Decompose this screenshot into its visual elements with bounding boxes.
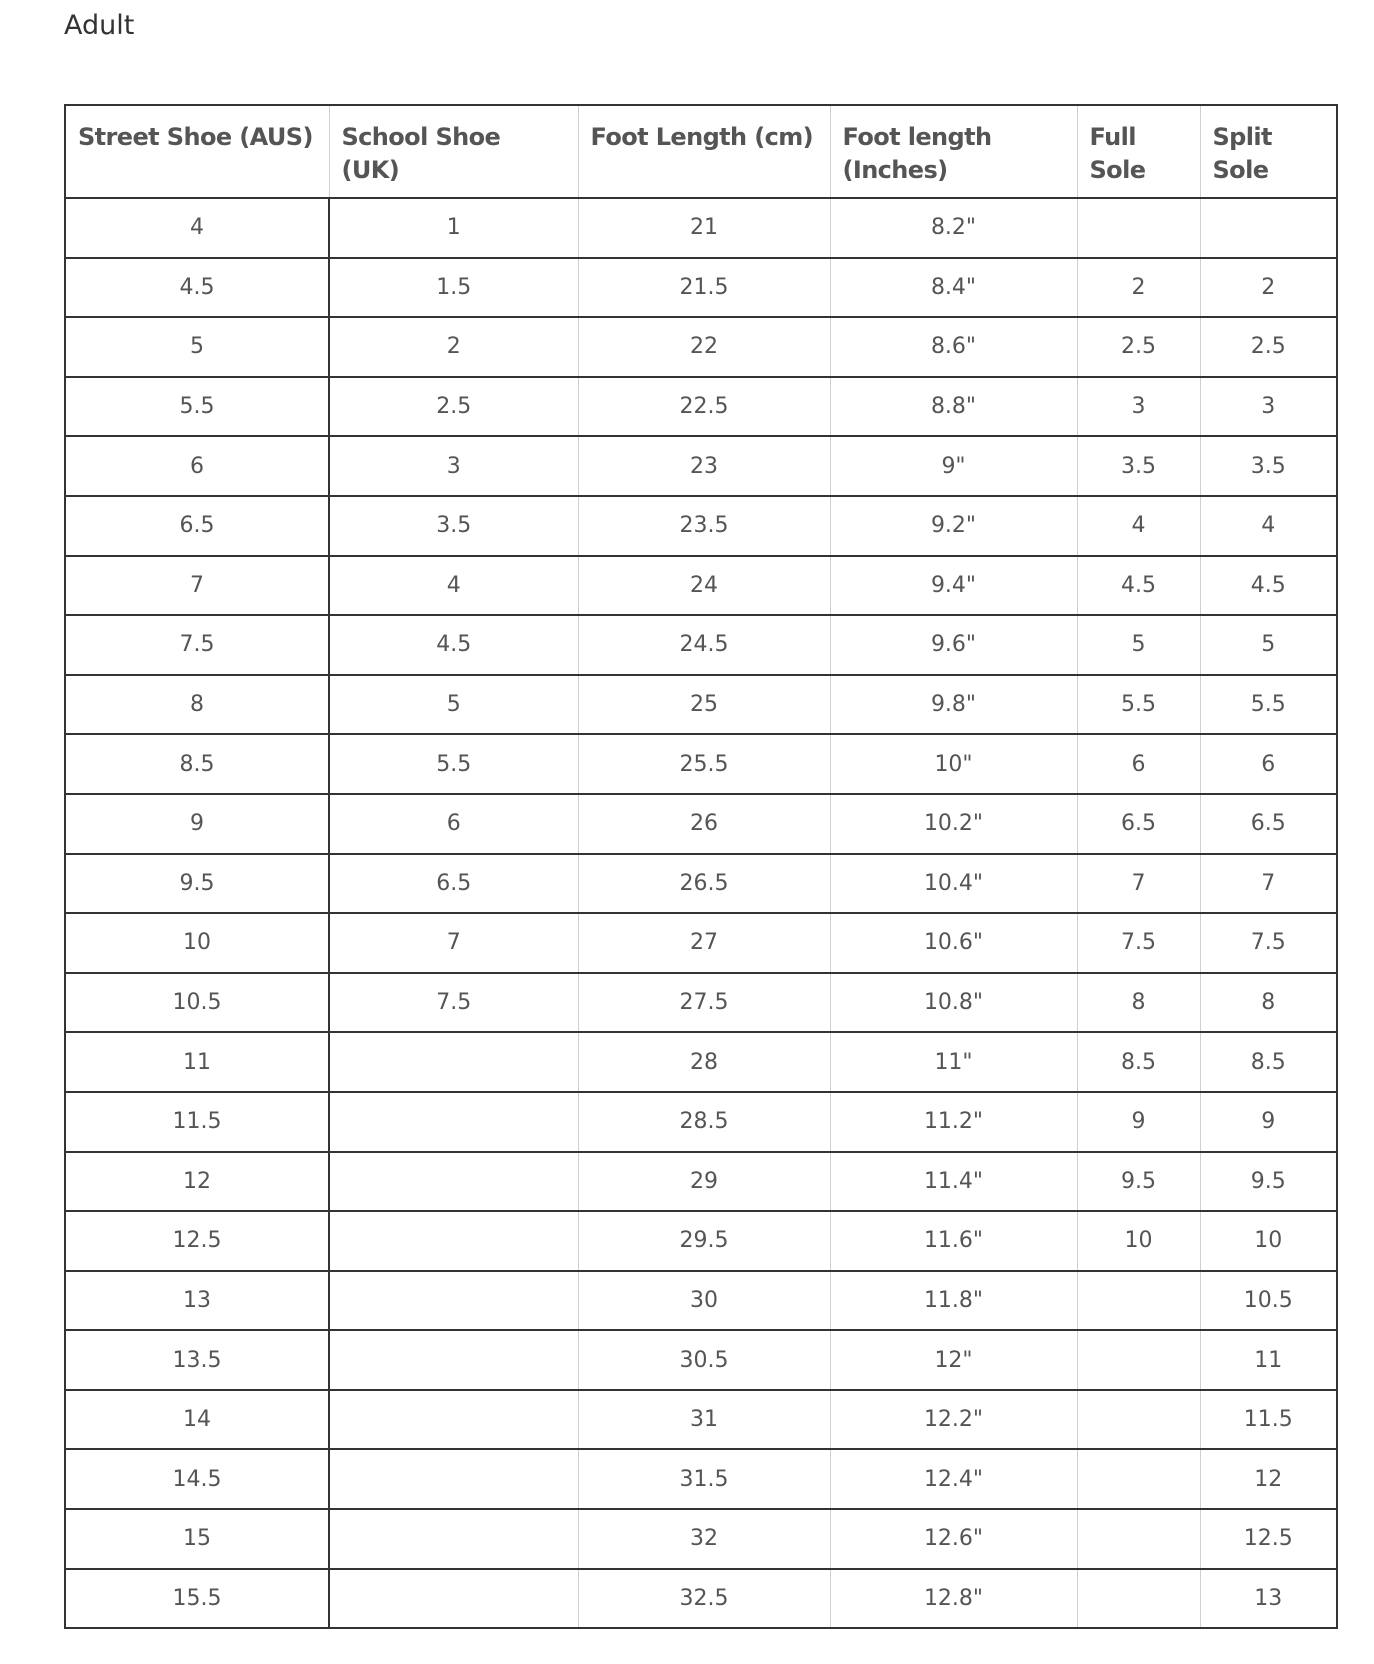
full-sole-cell: 9.5 bbox=[1077, 1152, 1200, 1212]
street-shoe-cell: 7.5 bbox=[65, 615, 329, 675]
full-sole-cell: 6 bbox=[1077, 734, 1200, 794]
table-row bbox=[65, 1032, 1337, 1092]
foot-length-inches-cell: 8.4" bbox=[830, 258, 1077, 318]
foot-length-inches-cell: 9.6" bbox=[830, 615, 1077, 675]
split-sole-cell bbox=[1200, 198, 1337, 258]
full-sole-cell: 3.5 bbox=[1077, 436, 1200, 496]
street-shoe-cell: 11 bbox=[65, 1032, 329, 1092]
table-row bbox=[65, 734, 1337, 794]
foot-length-inches-cell: 11.8" bbox=[830, 1271, 1077, 1331]
foot-length-inches-cell: 8.8" bbox=[830, 377, 1077, 437]
table-body bbox=[65, 198, 1337, 1628]
foot-length-inches-cell: 11.2" bbox=[830, 1092, 1077, 1152]
foot-length-inches-cell: 12.2" bbox=[830, 1390, 1077, 1450]
full-sole-cell: 10 bbox=[1077, 1211, 1200, 1271]
school-shoe-cell: 1 bbox=[329, 198, 578, 258]
foot-length-cm-cell: 28.5 bbox=[578, 1092, 830, 1152]
foot-length-cm-cell: 26 bbox=[578, 794, 830, 854]
table-row bbox=[65, 198, 1337, 258]
foot-length-cm-cell: 27 bbox=[578, 913, 830, 973]
school-shoe-cell bbox=[329, 1152, 578, 1212]
table-row bbox=[65, 496, 1337, 556]
split-sole-cell: 6 bbox=[1200, 734, 1337, 794]
foot-length-inches-cell: 10.2" bbox=[830, 794, 1077, 854]
full-sole-cell: 4 bbox=[1077, 496, 1200, 556]
foot-length-inches-cell: 8.2" bbox=[830, 198, 1077, 258]
street-shoe-cell: 4.5 bbox=[65, 258, 329, 318]
split-sole-cell: 7 bbox=[1200, 854, 1337, 914]
full-sole-cell bbox=[1077, 1569, 1200, 1629]
foot-length-cm-cell: 21 bbox=[578, 198, 830, 258]
street-shoe-cell: 9.5 bbox=[65, 854, 329, 914]
full-sole-cell: 5 bbox=[1077, 615, 1200, 675]
foot-length-cm-cell: 25.5 bbox=[578, 734, 830, 794]
split-sole-cell: 13 bbox=[1200, 1569, 1337, 1629]
full-sole-cell: 8 bbox=[1077, 973, 1200, 1033]
split-sole-cell: 12.5 bbox=[1200, 1509, 1337, 1569]
full-sole-cell bbox=[1077, 1330, 1200, 1390]
table-row bbox=[65, 436, 1337, 496]
full-sole-cell: 2 bbox=[1077, 258, 1200, 318]
column-header-full-sole: Full Sole bbox=[1077, 105, 1200, 198]
table-row bbox=[65, 317, 1337, 377]
street-shoe-cell: 15 bbox=[65, 1509, 329, 1569]
split-sole-cell: 3.5 bbox=[1200, 436, 1337, 496]
street-shoe-cell: 12.5 bbox=[65, 1211, 329, 1271]
split-sole-cell: 5.5 bbox=[1200, 675, 1337, 735]
school-shoe-cell bbox=[329, 1390, 578, 1450]
foot-length-inches-cell: 10.4" bbox=[830, 854, 1077, 914]
school-shoe-cell: 2 bbox=[329, 317, 578, 377]
street-shoe-cell: 6 bbox=[65, 436, 329, 496]
column-header-school-shoe: School Shoe (UK) bbox=[329, 105, 578, 198]
table-row bbox=[65, 1092, 1337, 1152]
street-shoe-cell: 6.5 bbox=[65, 496, 329, 556]
foot-length-cm-cell: 22.5 bbox=[578, 377, 830, 437]
school-shoe-cell: 2.5 bbox=[329, 377, 578, 437]
foot-length-inches-cell: 10.6" bbox=[830, 913, 1077, 973]
table-row bbox=[65, 615, 1337, 675]
foot-length-cm-cell: 21.5 bbox=[578, 258, 830, 318]
street-shoe-cell: 13 bbox=[65, 1271, 329, 1331]
foot-length-cm-cell: 32.5 bbox=[578, 1569, 830, 1629]
school-shoe-cell bbox=[329, 1271, 578, 1331]
school-shoe-cell: 5 bbox=[329, 675, 578, 735]
split-sole-cell: 5 bbox=[1200, 615, 1337, 675]
foot-length-cm-cell: 29.5 bbox=[578, 1211, 830, 1271]
street-shoe-cell: 14 bbox=[65, 1390, 329, 1450]
street-shoe-cell: 13.5 bbox=[65, 1330, 329, 1390]
page-title: Adult bbox=[64, 10, 135, 41]
table-row bbox=[65, 675, 1337, 735]
street-shoe-cell: 10 bbox=[65, 913, 329, 973]
split-sole-cell: 7.5 bbox=[1200, 913, 1337, 973]
split-sole-cell: 11 bbox=[1200, 1330, 1337, 1390]
full-sole-cell: 4.5 bbox=[1077, 556, 1200, 616]
school-shoe-cell: 6.5 bbox=[329, 854, 578, 914]
street-shoe-cell: 8 bbox=[65, 675, 329, 735]
foot-length-cm-cell: 28 bbox=[578, 1032, 830, 1092]
full-sole-cell: 7.5 bbox=[1077, 913, 1200, 973]
table-row bbox=[65, 1449, 1337, 1509]
school-shoe-cell bbox=[329, 1449, 578, 1509]
school-shoe-cell bbox=[329, 1032, 578, 1092]
school-shoe-cell: 5.5 bbox=[329, 734, 578, 794]
school-shoe-cell bbox=[329, 1211, 578, 1271]
table-row bbox=[65, 794, 1337, 854]
foot-length-inches-cell: 12.6" bbox=[830, 1509, 1077, 1569]
school-shoe-cell: 6 bbox=[329, 794, 578, 854]
table-row bbox=[65, 556, 1337, 616]
foot-length-cm-cell: 26.5 bbox=[578, 854, 830, 914]
split-sole-cell: 10.5 bbox=[1200, 1271, 1337, 1331]
foot-length-inches-cell: 9" bbox=[830, 436, 1077, 496]
street-shoe-cell: 5 bbox=[65, 317, 329, 377]
table-row bbox=[65, 1271, 1337, 1331]
split-sole-cell: 10 bbox=[1200, 1211, 1337, 1271]
street-shoe-cell: 12 bbox=[65, 1152, 329, 1212]
table-row bbox=[65, 1211, 1337, 1271]
full-sole-cell bbox=[1077, 198, 1200, 258]
table-row bbox=[65, 258, 1337, 318]
split-sole-cell: 9 bbox=[1200, 1092, 1337, 1152]
street-shoe-cell: 5.5 bbox=[65, 377, 329, 437]
foot-length-cm-cell: 23 bbox=[578, 436, 830, 496]
split-sole-cell: 4 bbox=[1200, 496, 1337, 556]
foot-length-inches-cell: 9.8" bbox=[830, 675, 1077, 735]
table-row bbox=[65, 913, 1337, 973]
school-shoe-cell bbox=[329, 1569, 578, 1629]
school-shoe-cell: 7 bbox=[329, 913, 578, 973]
split-sole-cell: 11.5 bbox=[1200, 1390, 1337, 1450]
foot-length-inches-cell: 11" bbox=[830, 1032, 1077, 1092]
table-row bbox=[65, 973, 1337, 1033]
column-header-split-sole: Split Sole bbox=[1200, 105, 1337, 198]
foot-length-cm-cell: 22 bbox=[578, 317, 830, 377]
foot-length-inches-cell: 8.6" bbox=[830, 317, 1077, 377]
full-sole-cell bbox=[1077, 1390, 1200, 1450]
school-shoe-cell bbox=[329, 1092, 578, 1152]
school-shoe-cell: 3.5 bbox=[329, 496, 578, 556]
foot-length-inches-cell: 12.4" bbox=[830, 1449, 1077, 1509]
split-sole-cell: 6.5 bbox=[1200, 794, 1337, 854]
full-sole-cell bbox=[1077, 1271, 1200, 1331]
foot-length-cm-cell: 23.5 bbox=[578, 496, 830, 556]
split-sole-cell: 8 bbox=[1200, 973, 1337, 1033]
split-sole-cell: 4.5 bbox=[1200, 556, 1337, 616]
foot-length-cm-cell: 31 bbox=[578, 1390, 830, 1450]
full-sole-cell: 3 bbox=[1077, 377, 1200, 437]
foot-length-inches-cell: 12.8" bbox=[830, 1569, 1077, 1629]
column-header-foot-length-cm: Foot Length (cm) bbox=[578, 105, 830, 198]
foot-length-inches-cell: 11.6" bbox=[830, 1211, 1077, 1271]
street-shoe-cell: 14.5 bbox=[65, 1449, 329, 1509]
split-sole-cell: 2 bbox=[1200, 258, 1337, 318]
school-shoe-cell: 4 bbox=[329, 556, 578, 616]
table-row bbox=[65, 1152, 1337, 1212]
full-sole-cell bbox=[1077, 1449, 1200, 1509]
school-shoe-cell: 4.5 bbox=[329, 615, 578, 675]
foot-length-inches-cell: 9.4" bbox=[830, 556, 1077, 616]
full-sole-cell: 2.5 bbox=[1077, 317, 1200, 377]
foot-length-cm-cell: 30.5 bbox=[578, 1330, 830, 1390]
school-shoe-cell bbox=[329, 1509, 578, 1569]
foot-length-inches-cell: 11.4" bbox=[830, 1152, 1077, 1212]
full-sole-cell: 5.5 bbox=[1077, 675, 1200, 735]
split-sole-cell: 3 bbox=[1200, 377, 1337, 437]
school-shoe-cell: 7.5 bbox=[329, 973, 578, 1033]
foot-length-cm-cell: 29 bbox=[578, 1152, 830, 1212]
size-chart-table bbox=[64, 104, 1338, 1629]
column-header-street-shoe: Street Shoe (AUS) bbox=[65, 105, 329, 198]
foot-length-inches-cell: 9.2" bbox=[830, 496, 1077, 556]
school-shoe-cell: 3 bbox=[329, 436, 578, 496]
split-sole-cell: 9.5 bbox=[1200, 1152, 1337, 1212]
table-header bbox=[65, 105, 1337, 198]
full-sole-cell: 7 bbox=[1077, 854, 1200, 914]
street-shoe-cell: 15.5 bbox=[65, 1569, 329, 1629]
table-row bbox=[65, 1569, 1337, 1629]
full-sole-cell bbox=[1077, 1509, 1200, 1569]
foot-length-cm-cell: 24 bbox=[578, 556, 830, 616]
school-shoe-cell: 1.5 bbox=[329, 258, 578, 318]
foot-length-cm-cell: 24.5 bbox=[578, 615, 830, 675]
foot-length-inches-cell: 10" bbox=[830, 734, 1077, 794]
street-shoe-cell: 10.5 bbox=[65, 973, 329, 1033]
street-shoe-cell: 7 bbox=[65, 556, 329, 616]
foot-length-cm-cell: 27.5 bbox=[578, 973, 830, 1033]
full-sole-cell: 6.5 bbox=[1077, 794, 1200, 854]
column-header-foot-length-inches: Foot length (Inches) bbox=[830, 105, 1077, 198]
table-row bbox=[65, 854, 1337, 914]
table-row bbox=[65, 1330, 1337, 1390]
street-shoe-cell: 8.5 bbox=[65, 734, 329, 794]
table-row bbox=[65, 1390, 1337, 1450]
full-sole-cell: 8.5 bbox=[1077, 1032, 1200, 1092]
foot-length-cm-cell: 31.5 bbox=[578, 1449, 830, 1509]
foot-length-inches-cell: 12" bbox=[830, 1330, 1077, 1390]
split-sole-cell: 8.5 bbox=[1200, 1032, 1337, 1092]
street-shoe-cell: 11.5 bbox=[65, 1092, 329, 1152]
split-sole-cell: 12 bbox=[1200, 1449, 1337, 1509]
street-shoe-cell: 9 bbox=[65, 794, 329, 854]
school-shoe-cell bbox=[329, 1330, 578, 1390]
split-sole-cell: 2.5 bbox=[1200, 317, 1337, 377]
table-row bbox=[65, 377, 1337, 437]
table-row bbox=[65, 1509, 1337, 1569]
foot-length-cm-cell: 30 bbox=[578, 1271, 830, 1331]
foot-length-cm-cell: 25 bbox=[578, 675, 830, 735]
foot-length-inches-cell: 10.8" bbox=[830, 973, 1077, 1033]
foot-length-cm-cell: 32 bbox=[578, 1509, 830, 1569]
full-sole-cell: 9 bbox=[1077, 1092, 1200, 1152]
header-row bbox=[65, 105, 1337, 198]
street-shoe-cell: 4 bbox=[65, 198, 329, 258]
